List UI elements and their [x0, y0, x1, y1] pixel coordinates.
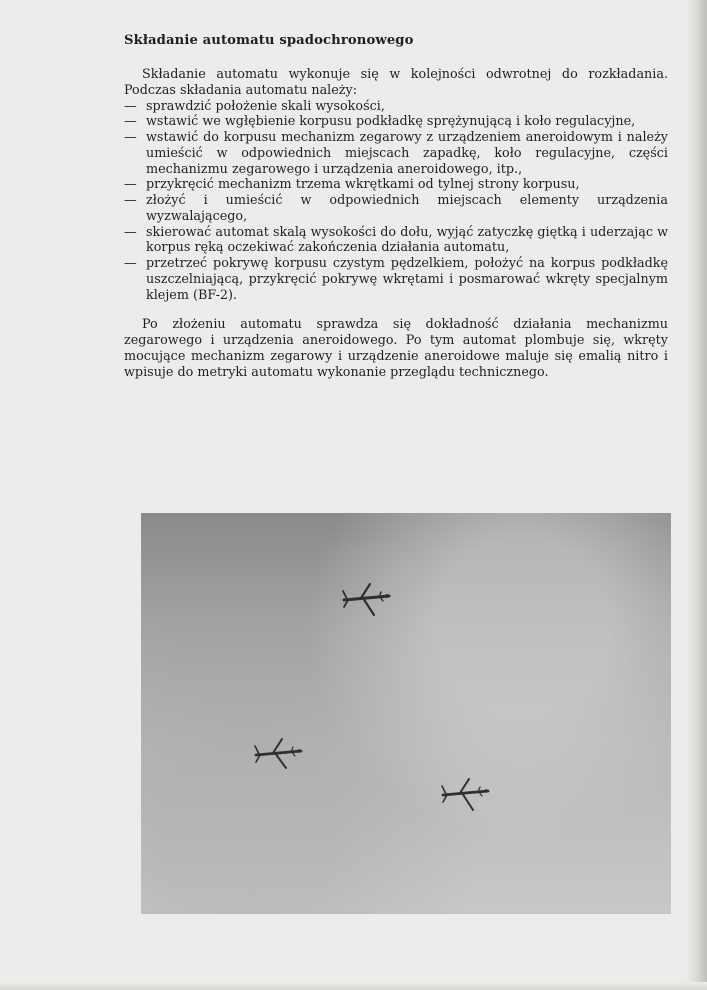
list-item: — wstawić do korpusu mechanizm zegarowy z urządzeniem aneroidowym i należy umieścić w odpowiednich miejscach zapadkę, koło regulacyjne, części mechanizmu zegarowego i urządzenia aneroidowego, itp.,	[124, 130, 668, 177]
section-heading: Składanie automatu spadochronowego	[124, 33, 414, 48]
list-item: — wstawić we wgłębienie korpusu podkładkę sprężynującą i koło regulacyjne,	[124, 114, 668, 130]
list-item: — przykręcić mechanizm trzema wkrętkami od tylnej strony korpusu,	[124, 177, 668, 193]
after-assembly-paragraph: Po złożeniu automatu sprawdza się dokładność działania mechanizmu zegarowego i urządzenia aneroidowego. Po tym automat plombuje się, wkręty mocujące mechanizm zegarowy i urządzenie aneroidowe maluje się emalią nitro i wpisuje do metryki automatu wykonanie przeglądu technicznego.	[124, 317, 668, 380]
list-item: — sprawdzić położenie skali wysokości,	[124, 99, 668, 115]
list-item: — skierować automat skalą wysokości do dołu, wyjąć zatyczkę giętką i uderzając w korpus ręką oczekiwać zakończenia działania automatu,	[124, 225, 668, 257]
page-bottom-shadow	[0, 982, 707, 990]
document-text	[124, 32, 668, 380]
aircraft-icon	[252, 734, 306, 772]
aircraft-photo	[141, 513, 671, 914]
intro-paragraph: Składanie automatu wykonuje się w kolejności odwrotnej do rozkładania. Podczas składania automatu należy:	[124, 67, 668, 98]
photo-texture	[141, 513, 671, 914]
assembly-steps-list	[124, 99, 668, 304]
aircraft-icon	[438, 775, 492, 813]
list-item: — przetrzeć pokrywę korpusu czystym pędzelkiem, położyć na korpus podkładkę uszczelniającą, przykręcić pokrywę wkrętami i posmarować wkręty specjalnym klejem (BF-2).	[124, 256, 668, 303]
page-edge-shadow	[687, 0, 707, 990]
list-item: — złożyć i umieścić w odpowiednich miejscach elementy urządzenia wyzwalającego,	[124, 193, 668, 225]
aircraft-icon	[339, 580, 393, 618]
